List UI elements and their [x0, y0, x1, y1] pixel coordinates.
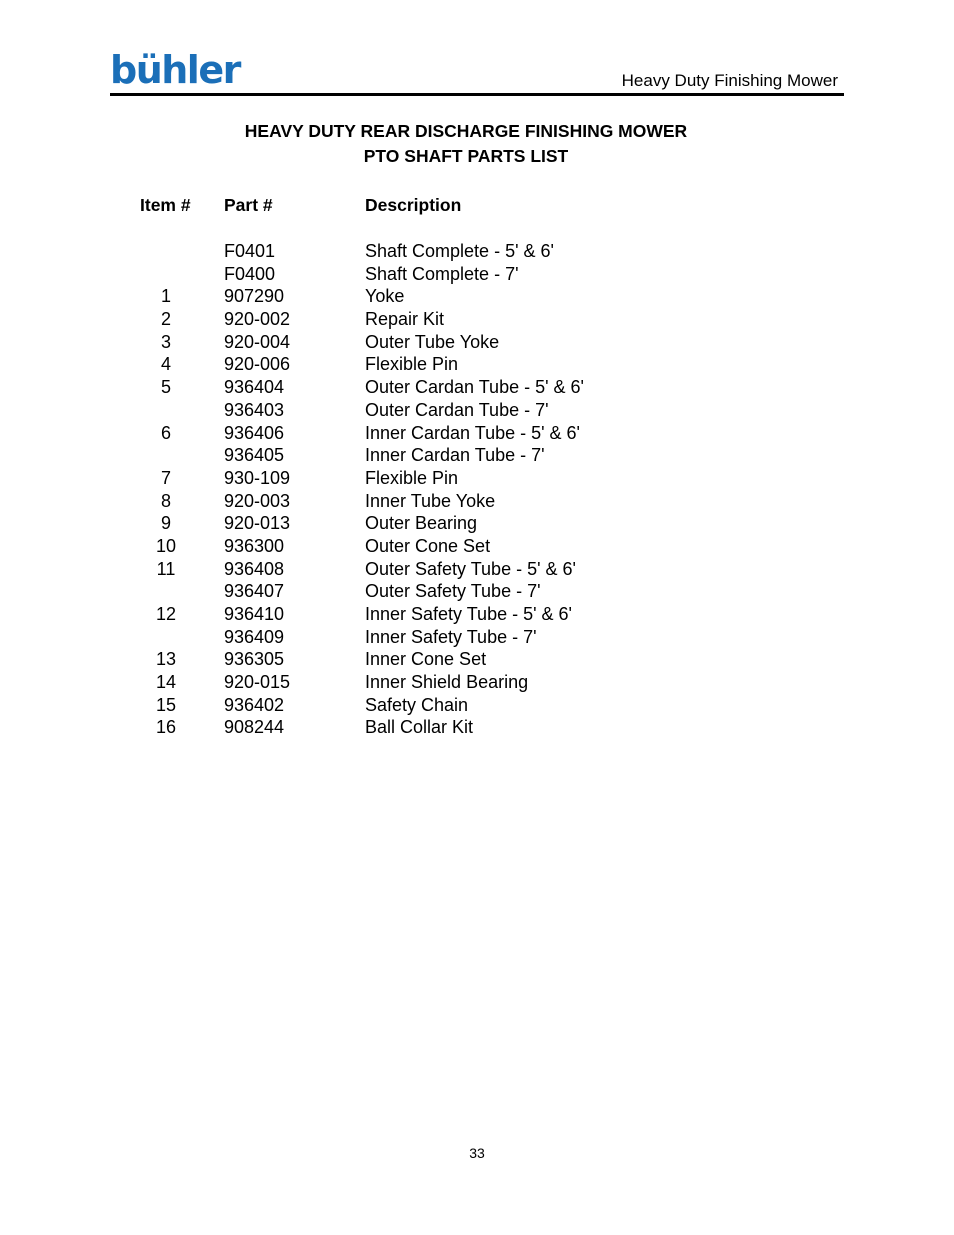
part-number-cell: 936410: [224, 604, 285, 624]
part-number-cell: 920-013: [224, 513, 291, 534]
part-number-cell: 920-015: [224, 672, 291, 693]
table-row: [0, 467, 954, 490]
description-cell: Outer Safety Tube - 5' & 6': [365, 558, 576, 579]
part-number-cell: 936406: [224, 422, 285, 443]
description-cell: Inner Tube Yoke: [365, 490, 496, 511]
table-row: [0, 399, 954, 422]
part-number-cell: 936407: [224, 581, 285, 602]
item-number-cell: 16: [155, 717, 177, 738]
page-title-line2: PTO SHAFT PARTS LIST: [363, 146, 569, 166]
item-number-cell: 14: [155, 672, 177, 693]
item-number-cell: 10: [155, 535, 177, 556]
item-number-cell: 2: [160, 309, 171, 330]
page-number: 33: [469, 1145, 485, 1161]
item-number-cell: 13: [155, 649, 177, 670]
item-number-cell: 3: [160, 331, 171, 352]
table-row: [0, 603, 954, 626]
item-number-cell: 11: [156, 558, 176, 579]
part-number-cell: 936405: [224, 445, 285, 466]
item-number-cell: 12: [155, 604, 177, 624]
description-cell: Safety Chain: [365, 694, 469, 715]
table-row: [0, 240, 954, 263]
parts-list: [0, 240, 954, 739]
part-number-cell: F0400: [224, 263, 276, 284]
description-cell: Flexible Pin: [365, 467, 459, 488]
column-header-part: Part #: [224, 195, 273, 215]
item-number-cell: 6: [160, 422, 171, 443]
column-header-description: Description: [365, 195, 462, 215]
table-row: [0, 558, 954, 581]
description-cell: Inner Safety Tube - 5' & 6': [365, 604, 572, 624]
part-number-cell: 920-003: [224, 490, 291, 511]
item-number-cell: 1: [160, 286, 171, 307]
table-row: [0, 512, 954, 535]
document-title: Heavy Duty Finishing Mower: [621, 71, 838, 90]
part-number-cell: 936305: [224, 649, 285, 670]
table-row: [0, 580, 954, 603]
header-divider: [110, 93, 844, 96]
part-number-cell: 936402: [224, 694, 285, 715]
description-cell: Inner Safety Tube - 7': [365, 626, 537, 647]
table-row: [0, 716, 954, 739]
column-header-item: Item #: [140, 195, 191, 215]
part-number-cell: 930-109: [224, 467, 291, 488]
description-cell: Outer Cardan Tube - 7': [365, 399, 549, 420]
item-number-cell: 15: [155, 694, 177, 715]
item-number-cell: 8: [160, 490, 171, 511]
part-number-cell: 908244: [224, 717, 285, 738]
description-cell: Inner Shield Bearing: [365, 672, 529, 693]
description-cell: Repair Kit: [365, 309, 445, 330]
table-row: [0, 444, 954, 467]
table-row: [0, 331, 954, 354]
description-cell: Shaft Complete - 5' & 6': [365, 241, 554, 261]
part-number-cell: 920-006: [224, 354, 291, 375]
part-number-cell: 907290: [224, 286, 285, 307]
description-cell: Outer Bearing: [365, 513, 478, 534]
description-cell: Outer Cardan Tube - 5' & 6': [365, 377, 584, 398]
description-cell: Inner Cardan Tube - 7': [365, 445, 545, 466]
item-number-cell: 4: [160, 354, 171, 375]
part-number-cell: 936404: [224, 377, 285, 398]
item-number-cell: 9: [160, 513, 171, 534]
table-row: [0, 535, 954, 558]
description-cell: Outer Cone Set: [365, 535, 491, 556]
part-number-cell: 920-002: [224, 309, 291, 330]
buhler-logo: bühler: [110, 48, 240, 92]
part-number-cell: 936403: [224, 399, 285, 420]
table-row: [0, 285, 954, 308]
table-row: [0, 626, 954, 649]
description-cell: Inner Cone Set: [365, 649, 487, 670]
page-title-line1: HEAVY DUTY REAR DISCHARGE FINISHING MOWER: [244, 121, 688, 141]
part-number-cell: 936409: [224, 626, 285, 647]
description-cell: Flexible Pin: [365, 354, 459, 375]
part-number-cell: 936408: [224, 558, 285, 579]
table-row: [0, 648, 954, 671]
description-cell: Inner Cardan Tube - 5' & 6': [365, 422, 580, 443]
table-row: [0, 671, 954, 694]
table-row: [0, 308, 954, 331]
table-row: [0, 422, 954, 445]
description-cell: Shaft Complete - 7': [365, 263, 519, 284]
table-row: [0, 694, 954, 717]
table-row: [0, 353, 954, 376]
item-number-cell: 5: [160, 377, 171, 398]
description-cell: Ball Collar Kit: [365, 717, 474, 738]
part-number-cell: 936300: [224, 535, 285, 556]
part-number-cell: 920-004: [224, 331, 291, 352]
description-cell: Outer Safety Tube - 7': [365, 581, 541, 602]
table-row: [0, 490, 954, 513]
table-row: [0, 376, 954, 399]
description-cell: Yoke: [365, 286, 405, 307]
item-number-cell: 7: [160, 467, 171, 488]
description-cell: Outer Tube Yoke: [365, 331, 500, 352]
table-row: [0, 263, 954, 286]
part-number-cell: F0401: [224, 241, 276, 261]
